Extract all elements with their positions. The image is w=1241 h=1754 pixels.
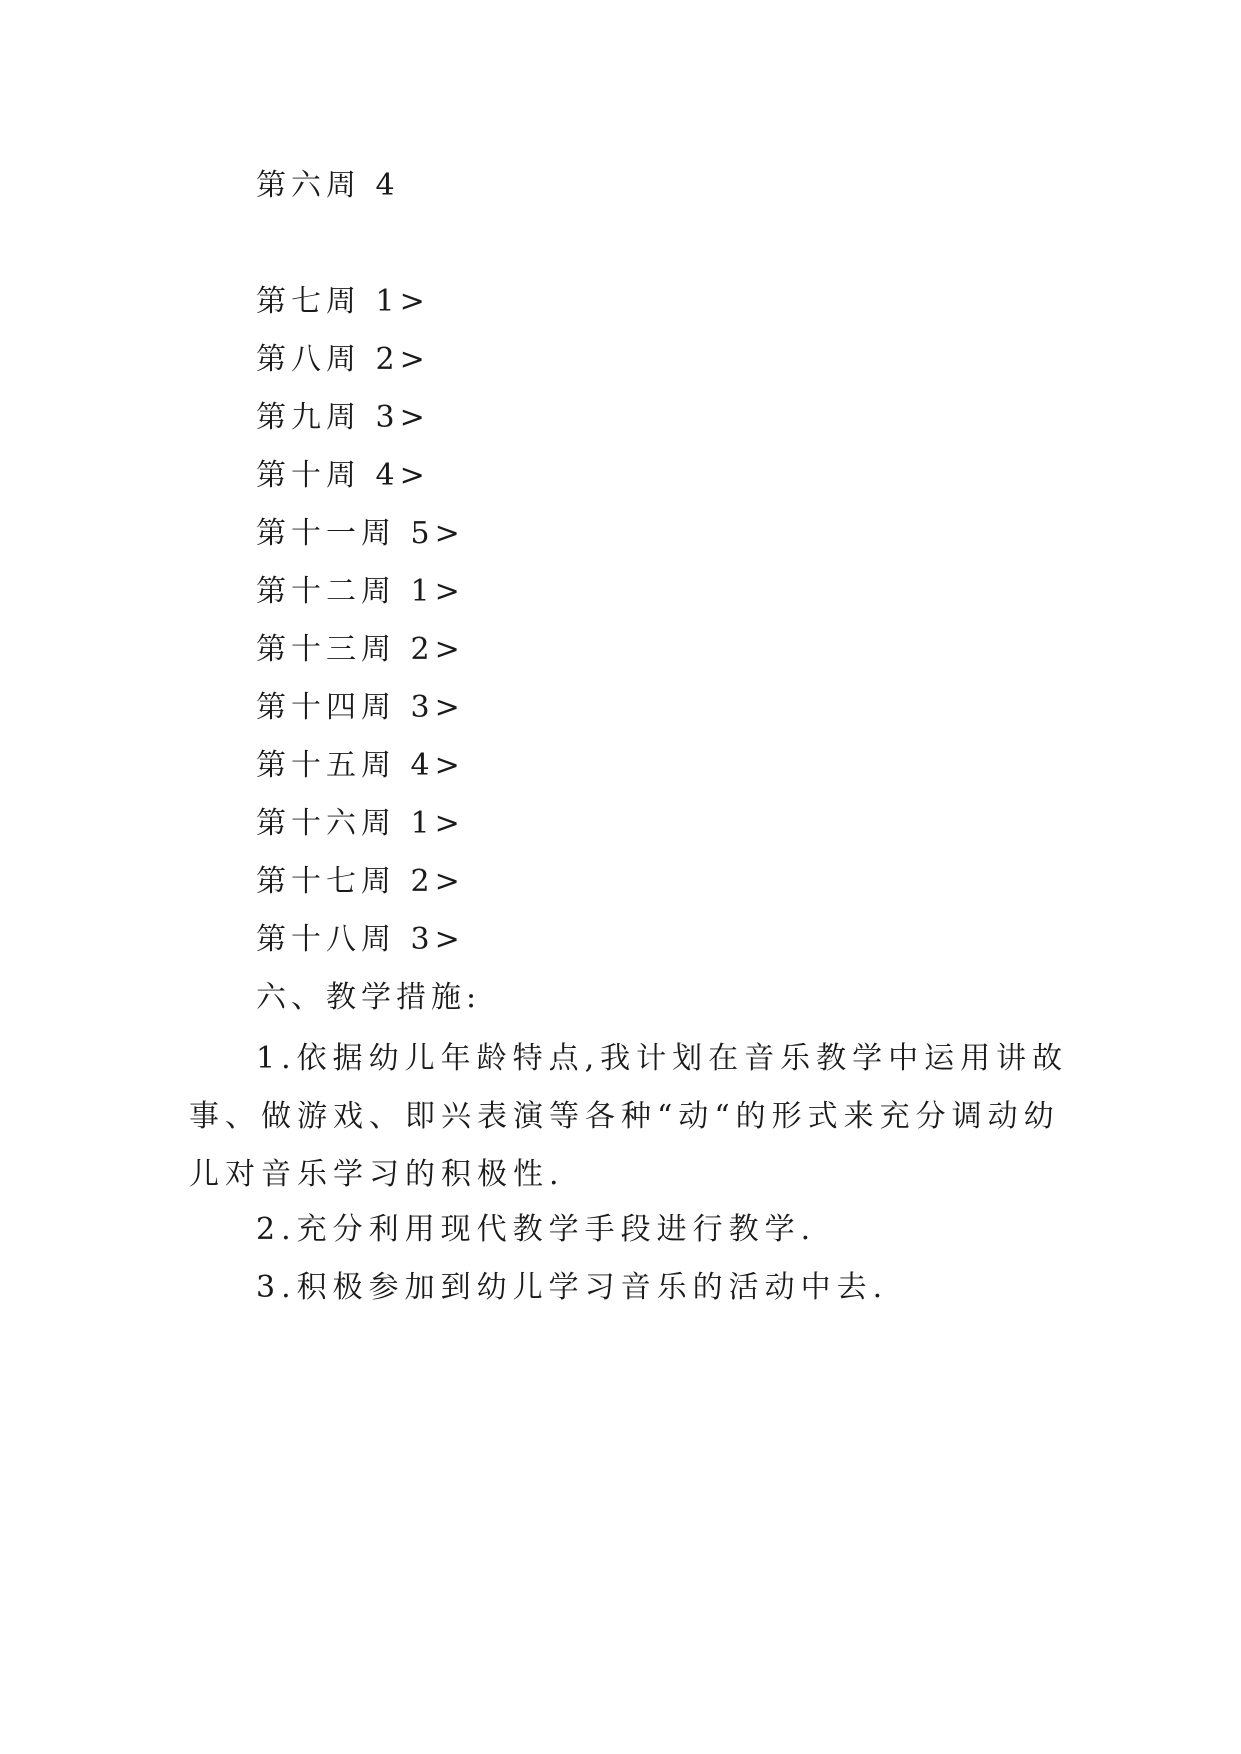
week-15-line: 第十五周 4> [256, 748, 465, 783]
measure-item-1: 1.依据幼儿年龄特点,我计划在音乐教学中运用讲故事、做游戏、即兴表演等各种“动“的形式来充分调动幼儿对音乐学习的积极性. [189, 1041, 1069, 1192]
week-8-line: 第八周 2> [256, 342, 430, 377]
week-6-line: 第六周 4 [256, 168, 400, 203]
week-10-line: 第十周 4> [256, 458, 430, 493]
week-17-line: 第十七周 2> [256, 864, 465, 899]
week-11-line: 第十一周 5> [256, 516, 465, 551]
week-13-line: 第十三周 2> [256, 632, 465, 667]
section-heading: 六、教学措施: [256, 980, 482, 1015]
week-12-line: 第十二周 1> [256, 574, 465, 609]
measure-item-3: 3.积极参加到幼儿学习音乐的活动中去. [256, 1270, 889, 1305]
week-16-line: 第十六周 1> [256, 806, 465, 841]
week-9-line: 第九周 3> [256, 400, 430, 435]
measure-item-2: 2.充分利用现代教学手段进行教学. [256, 1212, 817, 1247]
week-18-line: 第十八周 3> [256, 922, 465, 957]
week-7-line: 第七周 1> [256, 284, 430, 319]
week-14-line: 第十四周 3> [256, 690, 465, 725]
